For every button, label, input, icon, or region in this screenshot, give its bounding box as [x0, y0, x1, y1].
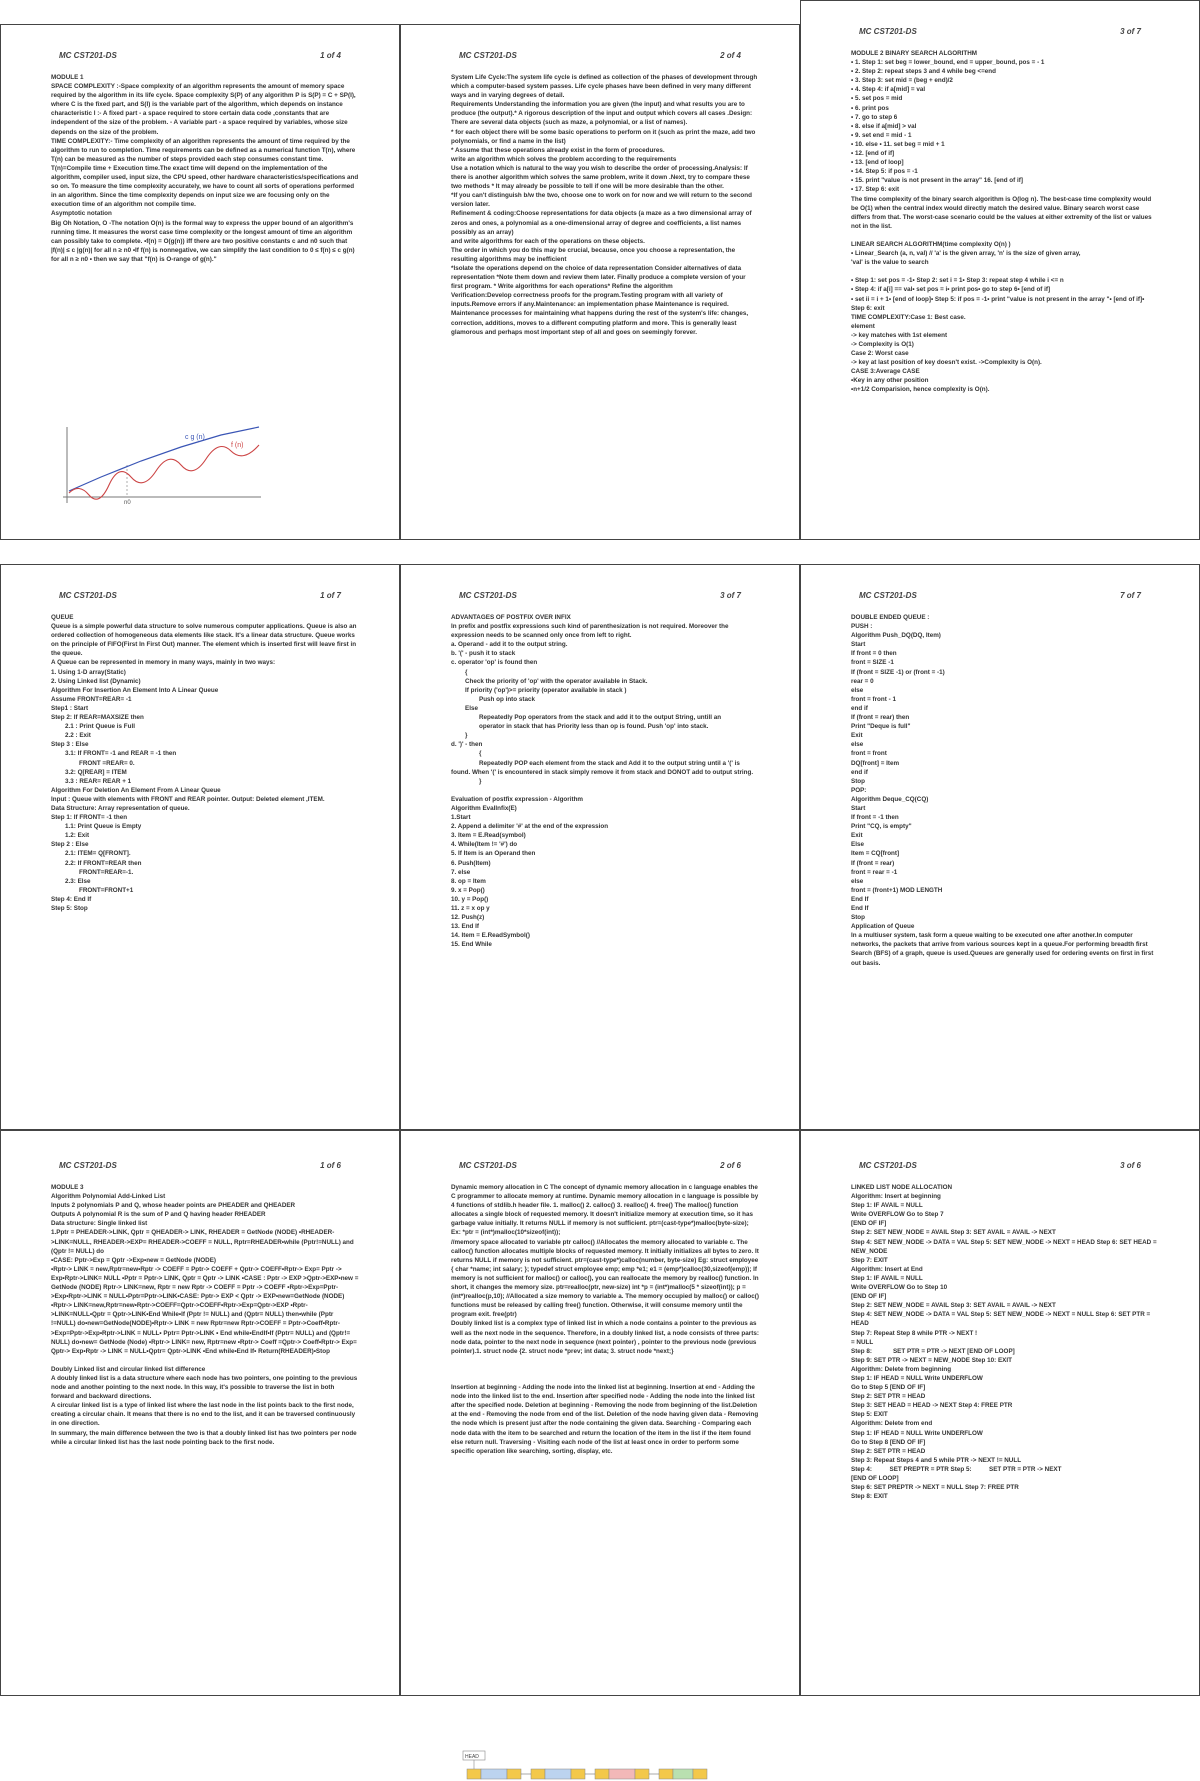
page-header-page-number: 3 of 6: [1120, 1161, 1141, 1170]
page-body-text: Dynamic memory allocation in C The concept of dynamic memory allocation in c language enables the C programmer to allocate memory at runtime. Dynamic memory allocation in c language is possible by 4 functions of stdlib.h header file. 1. malloc() 2. calloc() 3. realloc() 4. free() The malloc() function allocates a single block of requested memory. It doesn't initialize memory at execution time, so it has garbage value initially. It returns NULL if memory is not sufficient. ptr=(cast-type*)malloc(byte-size); Ex: *ptr = (int*)malloc(10*sizeof(int)); //memory space allocated to variable ptr calloc() //Allocates the memory allocated to variable c. The calloc() function allocates multiple blocks of requested memory. It initially initializes all bytes to zero. It returns NULL if memory is not sufficient. ptr=(cast-type*)calloc(number, byte-size) Eg: struct employee { char *name; int salary; }; typedef struct employee emp; emp *e1; e1 = (emp*)calloc(30,sizeof(emp)); If memory is not sufficient for malloc() or calloc(), you can reallocate the memory by realloc() function. In short, it changes the memory size. ptr=realloc(ptr, new-size) int *p = (int*)malloc(5 * sizeof(int)); p = (int*)realloc(p,10); //Allocated a size memory to variable a. The memory occupied by malloc() or calloc() functions must be released by calling free() function. Otherwise, it will consume memory until the program exit. free(ptr) Doubly linked list is a complex type of linked list in which a node contains a pointer to the previous as well as the next node in the sequence. Therefore, in a doubly linked list, a node consists of three parts: node data, pointer to the next node in sequence (next pointer) , pointer to the previous node (previous pointer).1. struct node {2. struct node *prev; int data; 3. struct node *next;} Insertion at beginning - Adding the node into the linked list at beginning. Insertion at end - Adding the node into the linked list to the end. Insertion after specified node - Adding the node into the linked list after the specified node. Deletion at beginning - Removing the node from beginning of the list.Deletion at the end - Removing the node from end of the list. Deletion of the node having given data - Removing the node which is present just after the node containing the given data. Searching - Comparing each node data with the item to be searched and return the location of the item in the list if the item found else return null. Traversing - Visiting each node of the list at least once in order to perform some specific operation like searching, sorting, display, etc.: [451, 1184, 759, 1455]
page-header-course: MC CST201-DS: [59, 591, 117, 600]
document-page-2: [400, 24, 800, 540]
doubly-linked-list-diagram: [463, 1751, 713, 1781]
dll-node-2: [531, 1769, 585, 1779]
page-body-text: QUEUE Queue is a simple powerful data structure to solve numerous computer applications. Queue is also an ordered collection of homogeneous data elements like stack. It's a linear data structure. Queue works on the principle of FIFO(First In First Out) manner. The element which is inserted first will leave first in the queue. A Queue can be represented in memory in many ways, mainly in two ways: 1. Using 1-D array(Static) 2. Using Linked list (Dynamic) Algorithm For Insertion An Element Into A Linear Queue Assume FRONT=REAR= -1 Step1 : Start Step 2: If REAR=MAXSIZE then 2.1 : Print Queue is Full 2.2 : Exit Step 3 : Else 3.1: If FRONT= -1 and REAR = -1 then FRONT =REAR= 0. 3.2: Q[REAR] = ITEM 3.3 : REAR= REAR + 1 Algorithm For Deletion An Element From A Linear Queue Input : Queue with elements with FRONT and REAR pointer. Output: Deleted element ,ITEM. Data Structure: Array representation of queue. Step 1: If FRONT= -1 then 1.1: Print Queue is Empty 1.2: Exit Step 2 : Else 2.1: ITEM= Q[FRONT]. 2.2: If FRONT=REAR then FRONT=REAR=-1. 2.3: Else FRONT=FRONT+1 Step 4: End If Step 5: Stop: [51, 614, 357, 912]
figure-label-fn: f (n): [231, 442, 244, 449]
document-page-1: [0, 24, 400, 540]
page-header-page-number: 2 of 4: [720, 51, 741, 60]
page-header-course: MC CST201-DS: [59, 1161, 117, 1170]
dll-head-label: HEAD: [465, 1754, 479, 1760]
page-header: [59, 1161, 341, 1175]
dll-node-3: [595, 1769, 649, 1779]
page-header: [459, 51, 741, 65]
page-body-text: MODULE 1 SPACE COMPLEXITY :-Space complexity of an algorithm represents the amount of memory space required by the algorithm in its life cycle. Space complexity S(P) of any algorithm P is S(P) = C + SP(I), where C is the fixed part, and S(I) is the variable part of the algorithm, which depends on instance characteristic I :- A fixed part - a space required to store certain data code ,constants that are independent of the size of the problem. - A variable part - a space required by variables, whose size depends on the size of the problem. TIME COMPLEXITY:- Time complexity of an algorithm represents the amount of time required by the algorithm to run to completion. Time requirements can be defined as a numerical function T(n), where T(n) can be measured as the number of steps provided each step consumes constant time. T(n)=Compile time + Execution time.The exact time will depend on the implementation of the algorithm, compiler used, input size, the CPU speed, other hardware characteristics/specifications and so on. To measure the time complexity accurately, we have to count all sorts of operations performed in an algorithm. Since the time complexity depends on input size we are focusing only on the execution time of an algorithm not compile time. Asymptotic notation Big Oh Notation, O -The notation O(n) is the formal way to express the upper bound of an algorithm's running time. It measures the worst case time complexity or the longest amount of time an algorithm can possibly take to complete. •f(n) = O(g(n)) iff there are two positive constants c and n0 such that |f(n)| ≤ c |g(n)| for all n ≥ n0 •If f(n) is nonnegative, we can simplify the last condition to 0 ≤ f(n) ≤ c g(n) for all n ≥ n0 • then we say that "f(n) is O-range of g(n).": [51, 74, 359, 263]
page-header-course: MC CST201-DS: [859, 591, 917, 600]
page-body-text: MODULE 3 Algorithm Polynomial Add-Linked List Inputs 2 polynomials P and Q, whose header points are PHEADER and QHEADER Outputs A polynomial R is the sum of P and Q having header RHEADER Data structure: Single linked list 1.Pptr = PHEADER->LINK, Qptr = QHEADER-> LINK, RHEADER = GetNode (NODE) •RHEADER->LINK=NULL, RHEADER->EXP= RHEADER->COEFF = NULL, Rptr=RHEADER•while (Pptr!=NULL) and (Qptr != NULL) do •CASE: Pptr->Exp = Qptr ->Exp•new = GetNode (NODE) •Rptr-> LINK = new,Rptr=new•Rptr -> COEFF = Pptr-> COEFF + Qptr-> COEFF•Rptr-> Exp= Pptr -> Exp•Rptr->LINK= NULL •Pptr = Pptr-> LINK, Qptr = Qptr -> LINK •CASE : Pptr -> EXP >Qptr->EXP•new = GetNode (NODE) Rptr-> LINK=new, Rptr = new Rptr -> COEFF = Pptr -> COEFF •Rptr->Exp=Pptr->Exp•Rptr->LINK = NULL•Pptr=Pptr->LINK•CASE: Pptr-> EXP < Qptr -> EXP•new=GetNode (NODE) •Rptr-> LINK=new,Rptr=new•Rptr->COEFF=Qptr->COEFF•Rptr->Exp=Qptr->EXP •Rptr->LINK=NULL•Qptr = Qptr->LINK•End While•If (Pptr != NULL) and (Qptr= NULL) then•while (Pptr !=NULL) do•new=GetNode(NODE)•Rptr-> LINK = new Rptr=new Rptr->COEFF = Pptr->Coeff•Rptr->Exp=Pptr->Exp•Rptr->LINK = NULL• Pptr= Pptr->LINK • End while•EndIf•If (Pptr= NULL) and (Qptr!= NULL) do•new= GetNode (Node) •Rptr-> LINK= new, Rptr=new •Rptr-> Coeff =Qptr-> Coeff•Rptr-> Exp= Qptr-> Exp•Rptr -> LINK = NULL•Qptr= Qptr->LINK •End while•End If• Return(RHEADER)•Stop Doubly Linked list and circular linked list difference A doubly linked list is a data structure where each node has two pointers, one pointing to the previous node and another pointing to the next node. In this way, it's possible to traverse the list in both forward and backward directions. A circular linked list is a type of linked list where the last node in the list points back to the first node, creating a circular chain. It means that there is no end to the list, and it can be traversed continuously in one direction. In summary, the main difference between the two is that a doubly linked list has two pointers per node while a circular linked list has the last node pointing back to the first node.: [51, 1184, 359, 1446]
document-page-4: [0, 564, 400, 1130]
page-header: [59, 51, 341, 65]
page-header: [459, 1161, 741, 1175]
document-page-5: [400, 564, 800, 1130]
document-page-9: [800, 1130, 1200, 1696]
big-oh-figure: [61, 425, 266, 505]
page-body-text: MODULE 2 BINARY SEARCH ALGORITHM • 1. Step 1: set beg = lower_bound, end = upper_bound, pos = - 1 • 2. Step 2: repeat steps 3 and 4 while beg <=end • 3. Step 3: set mid = (beg + end)/2 • 4. Step 4: if a[mid] = val • 5. set pos = mid • 6. print pos • 7. go to step 6 • 8. else if a[mid] > val • 9. set end = mid - 1 • 10. else • 11. set beg = mid + 1 • 12. [end of if] • 13. [end of loop] • 14. Step 5: if pos = -1 • 15. print "value is not present in the array" 16. [end of if] • 17. Step 6: exit The time complexity of the binary search algorithm is O(log n). The best-case time complexity would be O(1) when the central index would directly match the desired value. Binary search worst case differs from that. The worst-case scenario could be the values at either extremity of the list or values not in the list. LINEAR SEARCH ALGORITHM(time complexity O(n) ) • Linear_Search (a, n, val) // 'a' is the given array, 'n' is the size of given array, 'val' is the value to search • Step 1: set pos = -1• Step 2: set i = 1• Step 3: repeat step 4 while i <= n • Step 4: if a[i] == val• set pos = i• print pos• go to step 6• [end of if] • set ii = i + 1• [end of loop]• Step 5: if pos = -1• print "value is not present in the array "• [end of if]• Step 6: exit TIME COMPLEXITY:Case 1: Best case. element -> key matches with 1st element -> Complexity is O(1) Case 2: Worst case -> key at last position of key doesn't exist. ->Complexity is O(n). CASE 3:Average CASE •Key in any other position •n+1/2 Comparision, hence complexity is O(n).: [851, 50, 1152, 394]
dll-node-4: [659, 1769, 707, 1779]
page-header-page-number: 1 of 4: [320, 51, 341, 60]
figure-label-cgn: c g (n): [185, 434, 205, 441]
page-header-course: MC CST201-DS: [859, 1161, 917, 1170]
page-header-page-number: 2 of 6: [720, 1161, 741, 1170]
page-body-text: System Life Cycle:The system life cycle is defined as collection of the phases of development through which a computer-based system passes. Life cycle phases have been defined in very many different ways and in varying degrees of detail. Requirements Understanding the information you are given (the input) and what results you are to produce (the output).* A rigorous description of the input and output which covers all cases .Design: There are several data objects (such as maze, a polynomial, or a list of names). * for each object there will be some basic operations to perform on it (such as print the maze, add two polynomials, or find a name in the list) * Assume that these operations already exist in the form of procedures. write an algorithm which solves the problem according to the requirements Use a notation which is natural to the way you wish to describe the order of processing.Analysis: If there is another algorithm which solves the same problem, write it down .Next, try to compare these two methods * It may already be possible to tell if one will be more desirable than the other. *If you can't distinguish b/w the two, choose one to work on for now and we will return to the second version later. Refinement & coding:Choose representations for data objects (a maze as a two dimensional array of zeros and ones, a polynomial as a one-dimensional array of degree and coefficients, a list names possibly as an array) and write algorithms for each of the operations on these objects. The order in which you do this may be crucial, because, once you choose a representation, the resulting algorithms may be inefficient *Isolate the operations depend on the choice of data representation Consider alternatives of data representation *Note them down and review them later. Finally produce a complete version of your first program. * Write algorithms for each operations* Refine the algorithm Verification:Develop correctness proofs for the program.Testing program with all variety of inputs.Remove errors if any.Maintenance: an implementation phase Maintenance is required. Maintenance processes for maintaining what happens during the rest of the system's life: changes, correction, additions, moves to a different computing platform and more. This is generally least glamorous and perhaps most important step of all and goes on seemingly forever.: [451, 74, 758, 336]
figure-label-n0: n0: [124, 500, 131, 506]
page-header-page-number: 1 of 6: [320, 1161, 341, 1170]
page-header-course: MC CST201-DS: [859, 27, 917, 36]
page-header-course: MC CST201-DS: [59, 51, 117, 60]
page-header-course: MC CST201-DS: [459, 51, 517, 60]
document-page-7: [0, 1130, 400, 1696]
page-header: [59, 591, 341, 605]
document-page-6: [800, 564, 1200, 1130]
page-header-page-number: 1 of 7: [320, 591, 341, 600]
dll-node-1: [467, 1769, 521, 1779]
figure-cgn-curve: [69, 427, 259, 491]
page-header-page-number: 7 of 7: [1120, 591, 1141, 600]
page-header-page-number: 3 of 7: [720, 591, 741, 600]
document-page-8: [400, 1130, 800, 1760]
page-header: [859, 591, 1141, 605]
page-body-text: LINKED LIST NODE ALLOCATION Algorithm: Insert at beginning Step 1: IF AVAIL = NULL Write OVERFLOW Go to Step 7 [END OF IF] Step 2: SET NEW_NODE = AVAIL Step 3: SET AVAIL = AVAIL -> NEXT Step 4: SET NEW_NODE -> DATA = VAL Step 5: SET NEW_NODE -> NEXT = HEAD Step 6: SET HEAD = NEW_NODE Step 7: EXIT Algorithm: Insert at End Step 1: IF AVAIL = NULL Write OVERFLOW Go to Step 10 [END OF IF] Step 2: SET NEW_NODE = AVAIL Step 3: SET AVAIL = AVAIL -> NEXT Step 4: SET NEW_NODE -> DATA = VAL Step 5: SET NEW_NODE -> NEXT = NULL Step 6: SET PTR = HEAD Step 7: Repeat Step 8 while PTR -> NEXT ! = NULL Step 8: SET PTR = PTR -> NEXT [END OF LOOP] Step 9: SET PTR -> NEXT = NEW_NODE Step 10: EXIT Algorithm: Delete from beginning Step 1: IF HEAD = NULL Write UNDERFLOW Go to Step 5 [END OF IF] Step 2: SET PTR = HEAD Step 3: SET HEAD = HEAD -> NEXT Step 4: FREE PTR Step 5: EXIT Algorithm: Delete from end Step 1: IF HEAD = NULL Write UNDERFLOW Go to Step 8 [END OF IF] Step 2: SET PTR = HEAD Step 3: Repeat Steps 4 and 5 while PTR -> NEXT != NULL Step 4: SET PREPTR = PTR Step 5: SET PTR = PTR -> NEXT [END OF LOOP] Step 6: SET PREPTR -> NEXT = NULL Step 7: FREE PTR Step 8: EXIT: [851, 1184, 1157, 1501]
page-header: [859, 1161, 1141, 1175]
page-header: [459, 591, 741, 605]
page-body-text: DOUBLE ENDED QUEUE : PUSH : Algorithm Push_DQ(DQ, Item) Start If front = 0 then front = SIZE -1 If (front = SIZE -1) or (front = -1) rear = 0 else front = front - 1 end if If (front = rear) then Print "Deque is full" Exit else front = front DQ[front] = Item end if Stop POP: Algorithm Deque_CQ(CQ) Start If front = -1 then Print "CQ, is empty" Exit Else Item = CQ[front] If (front = rear) front = rear = -1 else front = (front+1) MOD LENGTH End If End If Stop Application of Queue In a multiuser system, task form a queue waiting to be executed one after another.In computer networks, the packets that arrive from various sources kept in a queue.For performing breadth first Search (BFS) of a graph, queue is used.Queues are generally used for ordering events on first in first out basis.: [851, 614, 1154, 967]
page-body-text: ADVANTAGES OF POSTFIX OVER INFIX In prefix and postfix expressions such kind of parenthesization is not required. Moreover the expression needs to be scanned only once from left to right. a. Operand - add it to the output string. b. '(' - push it to stack c. operator 'op' is found then { Check the priority of 'op' with the operator available in Stack. If priority ('op')>= priority (operator available in stack ) Push op into stack Else Repeatedly Pop operators from the stack and add it to the output String, untill an operator in stack that has Priority less than op is found. Push 'op' into stack. } d. ')' - then { Repeatedly POP each element from the stack and Add it to the output string until a '(' is found. When '(' is encountered in stack simply remove it from stack and DONOT add to output string. } Evaluation of postfix expression - Algorithm Algorithm EvalInfix(E) 1.Start 2. Append a delimiter '#' at the end of the expression 3. Item = E.Read(symbol) 4. While(Item != '#') do 5. If Item is an Operand then 6. Push(Item) 7. else 8. op = Item 9. x = Pop() 10. y = Pop() 11. z = x op y 12. Push(z) 13. End If 14. Item = E.ReadSymbol() 15. End While: [451, 614, 754, 949]
page-header-course: MC CST201-DS: [459, 591, 517, 600]
page-header-page-number: 3 of 7: [1120, 27, 1141, 36]
document-page-3: [800, 0, 1200, 540]
page-header: [859, 27, 1141, 41]
page-header-course: MC CST201-DS: [459, 1161, 517, 1170]
